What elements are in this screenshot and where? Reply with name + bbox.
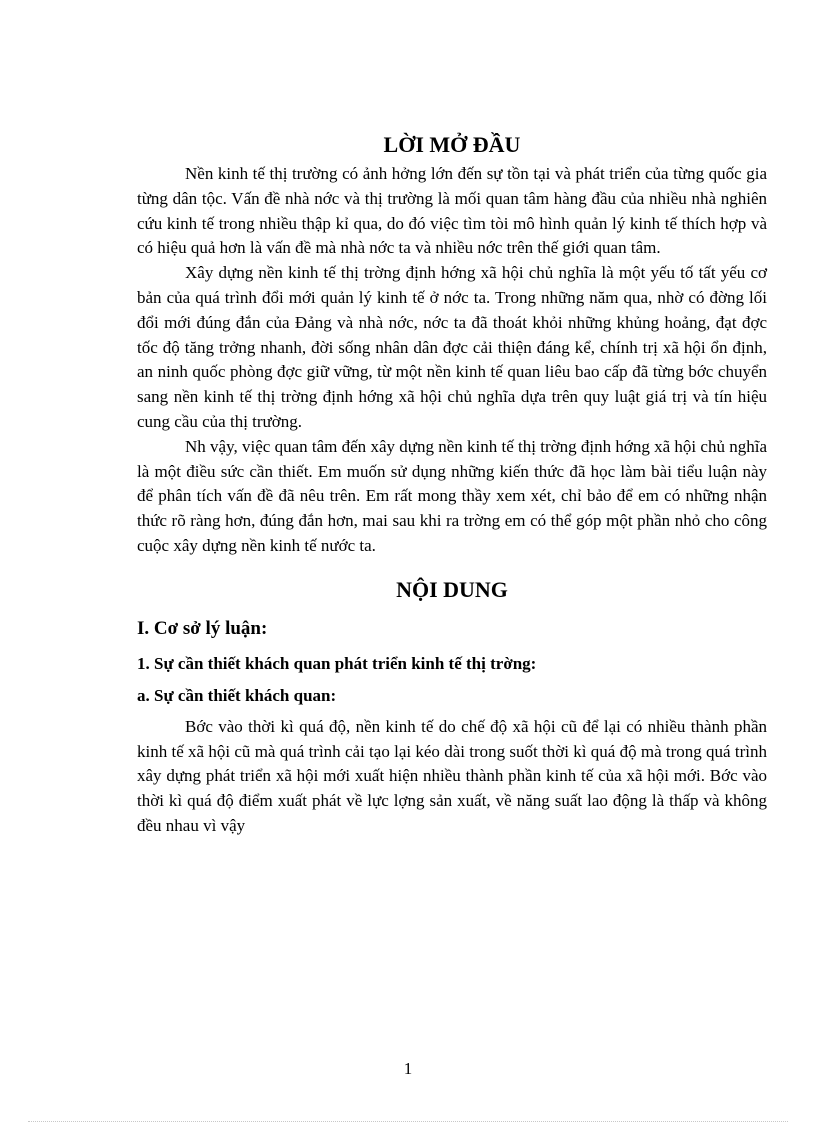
- subsection-heading-1a: a. Sự cần thiết khách quan:: [137, 685, 337, 705]
- document-body: [137, 130, 767, 839]
- page-bottom-divider: [28, 1121, 788, 1122]
- page-number: 1: [403, 1059, 413, 1078]
- intro-paragraph-2: Xây dựng nền kinh tế thị trờng định hớng xã hội chủ nghĩa là một yếu tố tất yếu cơ bản của quá trình đổi mới quản lý kinh tế ở nớc ta. Trong những năm qua, nhờ có đờng lối đổi mới đúng đắn của Đảng và nhà nớc, nớc ta đã thoát khỏi những khủng hoảng, đạt đợc tốc độ tăng trởng nhanh, đời sống nhân dân đợc cải thiện đáng kể, chính trị xã hội ổn định, an ninh quốc phòng đợc giữ vững, từ một nền kinh tế quan liêu bao cấp đã từng bớc chuyển sang nền kinh tế thị trờng định hớng xã hội chủ nghĩa dựa trên quy luật giá trị và tín hiệu cung cầu của thị trường.: [137, 263, 767, 431]
- intro-title: LỜI MỞ ĐẦU: [383, 132, 521, 157]
- body-paragraph-1: Bớc vào thời kì quá độ, nền kinh tế do chế độ xã hội cũ để lại có nhiều thành phần kinh tế xã hội cũ mà quá trình cải tạo lại kéo dài trong suốt thời kì quá độ mà trong quá trình xây dựng phát triển xã hội mới xuất hiện nhiều thành phần kinh tế của xã hội mới. Bớc vào thời kì quá độ điểm xuất phát về lực lợng sản xuất, về năng suất lao động là thấp và không đều nhau vì vậy: [137, 716, 767, 835]
- subsection-heading-1: 1. Sự cần thiết khách quan phát triển kinh tế thị trờng:: [137, 653, 537, 673]
- section-heading-1: I. Cơ sở lý luận:: [137, 617, 268, 639]
- intro-paragraph-1: Nền kinh tế thị trường có ảnh hởng lớn đến sự tồn tại và phát triển của từng quốc gia từng dân tộc. Vấn đề nhà nớc và thị trường là mối quan tâm hàng đầu của nhiều nhà nghiên cứu kinh tế trong nhiều thập kỉ qua, do đó việc tìm tòi mô hình quản lý kinh tế thích hợp và có hiệu quả hơn là vấn đề mà nhà nớc ta và nhiều nớc trên thế giới quan tâm.: [137, 164, 767, 258]
- content-title: NỘI DUNG: [396, 576, 508, 602]
- intro-paragraph-3: Nh vậy, việc quan tâm đến xây dựng nền kinh tế thị trờng định hớng xã hội chủ nghĩa là một điều sức cần thiết. Em muốn sử dụng những kiến thức đã học làm bài tiểu luận này để phân tích vấn đề đã nêu trên. Em rất mong thầy xem xét, chỉ bảo để em có những nhận thức rõ ràng hơn, đúng đắn hơn, mai sau khi ra trờng em có thể góp một phần nhỏ cho công cuộc xây dựng nền kinh tế nước ta.: [137, 436, 767, 555]
